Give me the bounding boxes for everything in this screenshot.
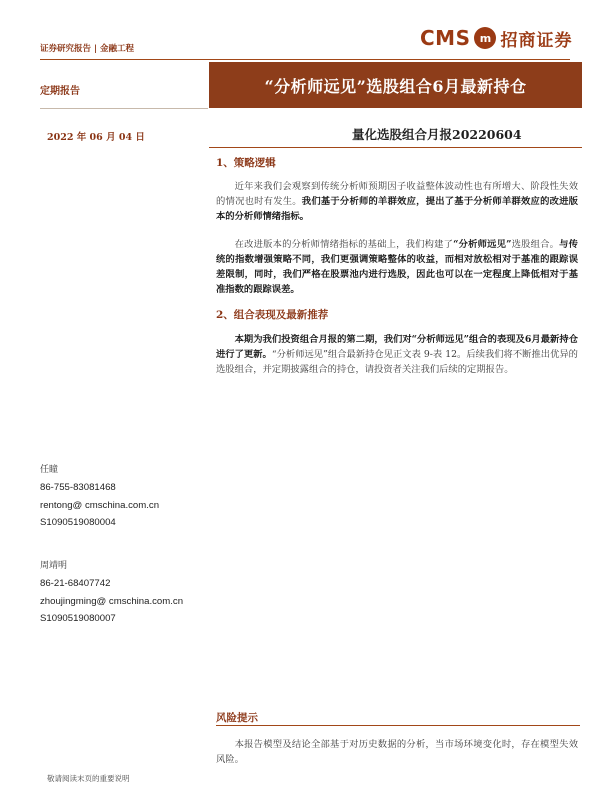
report-date: 2022 年 06 月 04 日: [47, 132, 145, 143]
page-title: “分析师远见”选股组合6月最新持仓: [264, 76, 527, 96]
performance-paragraph: [216, 332, 578, 377]
strategy-text-2c: 选股组合。: [511, 239, 560, 250]
analyst-card: [40, 558, 183, 628]
strategy-text-1b: 我们基于分析师的羊群效应，提出了基于分析师羊群效应的改进版本的分析师情绪指标。: [216, 196, 578, 222]
analyst-name: 周靖明: [40, 561, 68, 571]
analyst-email[interactable]: rentong@ cmschina.com.cn: [40, 499, 160, 511]
section-heading-strategy: 1、策略逻辑: [216, 157, 276, 169]
report-type: 定期报告: [40, 86, 80, 97]
analyst-cert: S1090519080007: [40, 613, 116, 625]
logo-company-name: 招商证券: [500, 30, 573, 51]
performance-text-b: “分析师远见”组合最新持仓见正文表 9-表 12。后续我们将不断推出优异的选股组合，并定期披露组合的持仓，请投资者关注我们后续的定期报告。: [216, 349, 578, 375]
logo-cms-text: CMS: [420, 26, 471, 50]
strategy-text-2b: “分析师远见”: [453, 239, 512, 250]
analyst-card: [40, 462, 159, 532]
analyst-phone: 86-755-83081468: [40, 482, 116, 494]
page-subtitle: 量化选股组合月报20220604: [352, 127, 522, 142]
analyst-phone: 86-21-68407742: [40, 578, 111, 590]
header-divider: [40, 59, 570, 60]
analyst-name: 任瞳: [40, 465, 59, 475]
subtitle-divider: [209, 147, 582, 148]
risk-divider: [216, 725, 580, 726]
risk-heading: 风险提示: [216, 712, 258, 724]
left-divider: [40, 108, 208, 109]
logo-seal-icon: m: [474, 27, 496, 49]
analyst-email[interactable]: zhoujingming@ cmschina.com.cn: [40, 595, 184, 607]
section-heading-performance: 2、组合表现及最新推荐: [216, 309, 329, 321]
strategy-text-2d: 与传统的指数增强策略不同，我们更强调策略整体的收益，而相对放松相对于基准的跟踪误差限制，同时，我们严格在股票池内进行选股，因此也可以在一定程度上降低相对于基准指数的跟踪误差。: [216, 239, 578, 295]
footer-disclaimer[interactable]: 敬请阅读末页的重要说明: [47, 774, 130, 783]
report-category: 证券研究报告 | 金融工程: [40, 44, 135, 54]
risk-text: 本报告模型及结论全部基于对历史数据的分析，当市场环境变化时，存在模型失效风险。: [216, 739, 578, 765]
strategy-text-2a: 在改进版本的分析师情绪指标的基础上，我们构建了: [234, 239, 454, 250]
company-logo: [420, 24, 572, 52]
analyst-cert: S1090519080004: [40, 517, 116, 529]
title-banner: [209, 62, 582, 108]
strategy-paragraph-1: [216, 179, 578, 224]
strategy-text-1a: 近年来我们会观察到传统分析师预期因子收益整体波动性也有所增大、阶段性失效的情况也时有发生。: [216, 181, 578, 207]
strategy-paragraph-2: [216, 237, 578, 297]
performance-text-a: 本期为我们投资组合月报的第二期，我们对“分析师远见”组合的表现及6月最新持仓进行了更新。: [216, 334, 578, 360]
